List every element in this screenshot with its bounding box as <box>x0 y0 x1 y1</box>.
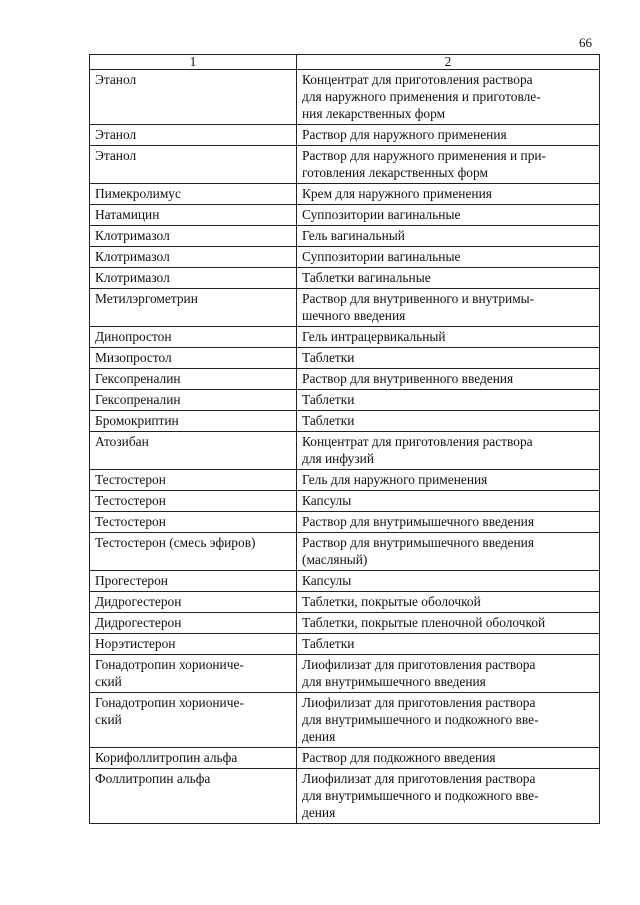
table-row <box>90 226 600 247</box>
dosage-form-cell: Концентрат для приготовления раствора для инфузий <box>297 432 600 470</box>
table-row <box>90 512 600 533</box>
substance-cell: Бромокриптин <box>90 411 297 432</box>
dosage-form-cell: Таблетки <box>297 411 600 432</box>
table-row <box>90 655 600 693</box>
substance-cell: Динопростон <box>90 327 297 348</box>
table-row <box>90 432 600 470</box>
table-row <box>90 748 600 769</box>
table-row <box>90 70 600 125</box>
dosage-form-cell: Капсулы <box>297 491 600 512</box>
table-header-row <box>90 55 600 70</box>
table-body <box>90 70 600 824</box>
dosage-form-cell: Таблетки <box>297 348 600 369</box>
table-row <box>90 491 600 512</box>
dosage-form-cell: Концентрат для приготовления раствора для наружного применения и приготовле- ния лекарственных форм <box>297 70 600 125</box>
dosage-form-cell: Лиофилизат для приготовления раствора для внутримышечного и подкожного вве- дения <box>297 693 600 748</box>
table-row <box>90 247 600 268</box>
dosage-form-cell: Таблетки вагинальные <box>297 268 600 289</box>
substance-cell: Тестостерон <box>90 512 297 533</box>
table-row <box>90 369 600 390</box>
substance-cell: Мизопростол <box>90 348 297 369</box>
drug-table <box>89 54 600 824</box>
substance-cell: Фоллитропин альфа <box>90 769 297 824</box>
substance-cell: Этанол <box>90 146 297 184</box>
substance-cell: Клотримазол <box>90 247 297 268</box>
table-row <box>90 184 600 205</box>
dosage-form-cell: Раствор для внутримышечного введения (масляный) <box>297 533 600 571</box>
table-row <box>90 390 600 411</box>
table-row <box>90 592 600 613</box>
dosage-form-cell: Раствор для наружного применения <box>297 125 600 146</box>
table-row <box>90 613 600 634</box>
substance-cell: Корифоллитропин альфа <box>90 748 297 769</box>
dosage-form-cell: Суппозитории вагинальные <box>297 247 600 268</box>
substance-cell: Дидрогестерон <box>90 613 297 634</box>
table-row <box>90 571 600 592</box>
dosage-form-cell: Таблетки, покрытые оболочкой <box>297 592 600 613</box>
dosage-form-cell: Лиофилизат для приготовления раствора для внутримышечного и подкожного вве- дения <box>297 769 600 824</box>
substance-cell: Гонадотропин хориониче- ский <box>90 655 297 693</box>
substance-cell: Гексопреналин <box>90 369 297 390</box>
dosage-form-cell: Раствор для внутривенного введения <box>297 369 600 390</box>
dosage-form-cell: Раствор для внутривенного и внутримы- шечного введения <box>297 289 600 327</box>
table-row <box>90 205 600 226</box>
dosage-form-cell: Раствор для внутримышечного введения <box>297 512 600 533</box>
table-row <box>90 634 600 655</box>
table-row <box>90 289 600 327</box>
substance-cell: Норэтистерон <box>90 634 297 655</box>
table-row <box>90 125 600 146</box>
dosage-form-cell: Таблетки, покрытые пленочной оболочкой <box>297 613 600 634</box>
substance-cell: Прогестерон <box>90 571 297 592</box>
substance-cell: Натамицин <box>90 205 297 226</box>
dosage-form-cell: Таблетки <box>297 390 600 411</box>
substance-cell: Этанол <box>90 70 297 125</box>
substance-cell: Тестостерон (смесь эфиров) <box>90 533 297 571</box>
substance-cell: Дидрогестерон <box>90 592 297 613</box>
dosage-form-cell: Капсулы <box>297 571 600 592</box>
dosage-form-cell: Раствор для подкожного введения <box>297 748 600 769</box>
column-header-1: 1 <box>90 55 297 70</box>
table-row <box>90 470 600 491</box>
dosage-form-cell: Гель для наружного применения <box>297 470 600 491</box>
page-number: 66 <box>579 35 592 50</box>
dosage-form-cell: Лиофилизат для приготовления раствора для внутримышечного введения <box>297 655 600 693</box>
substance-cell: Тестостерон <box>90 470 297 491</box>
table-row <box>90 348 600 369</box>
substance-cell: Тестостерон <box>90 491 297 512</box>
dosage-form-cell: Раствор для наружного применения и при- готовления лекарственных форм <box>297 146 600 184</box>
table-row <box>90 146 600 184</box>
dosage-form-cell: Гель интрацервикальный <box>297 327 600 348</box>
substance-cell: Клотримазол <box>90 226 297 247</box>
dosage-form-cell: Гель вагинальный <box>297 226 600 247</box>
table-row <box>90 327 600 348</box>
substance-cell: Атозибан <box>90 432 297 470</box>
table-row <box>90 769 600 824</box>
table-row <box>90 693 600 748</box>
table-row <box>90 533 600 571</box>
substance-cell: Гексопреналин <box>90 390 297 411</box>
substance-cell: Пимекролимус <box>90 184 297 205</box>
substance-cell: Этанол <box>90 125 297 146</box>
dosage-form-cell: Таблетки <box>297 634 600 655</box>
substance-cell: Метилэргометрин <box>90 289 297 327</box>
table-row <box>90 411 600 432</box>
substance-cell: Гонадотропин хориониче- ский <box>90 693 297 748</box>
column-header-2: 2 <box>297 55 600 70</box>
substance-cell: Клотримазол <box>90 268 297 289</box>
dosage-form-cell: Крем для наружного применения <box>297 184 600 205</box>
dosage-form-cell: Суппозитории вагинальные <box>297 205 600 226</box>
table-row <box>90 268 600 289</box>
